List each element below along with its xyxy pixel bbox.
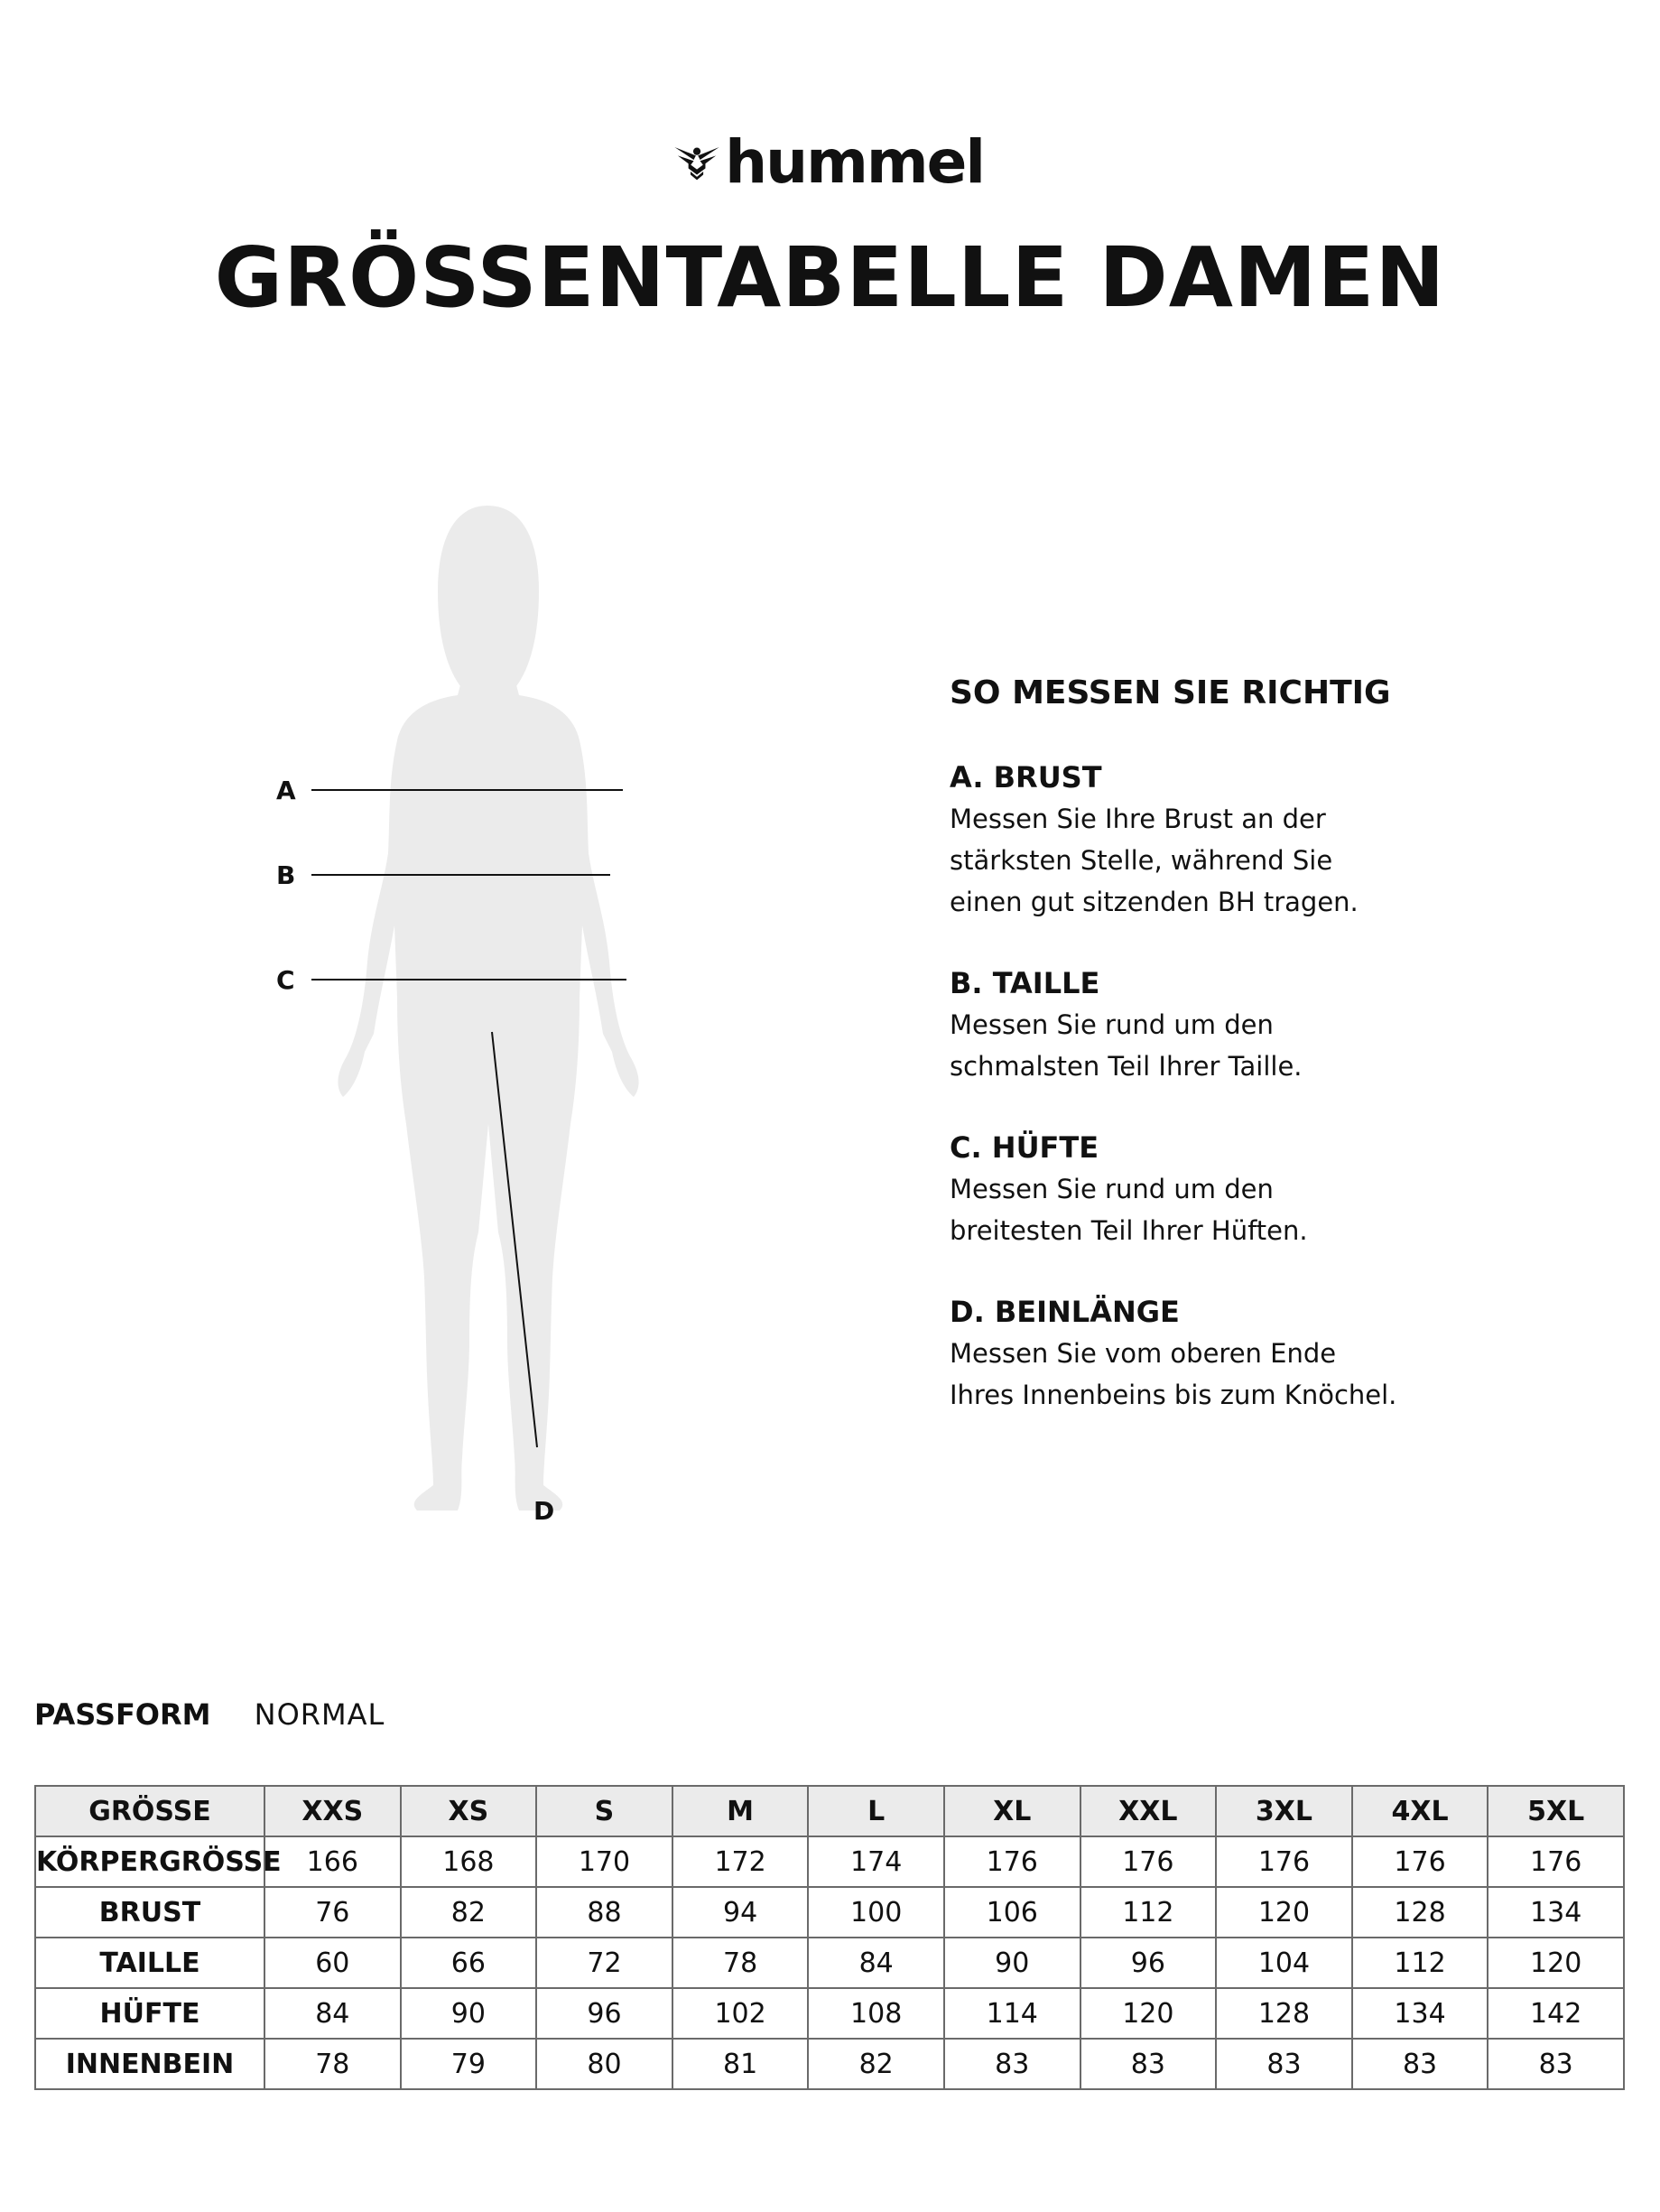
table-cell: 82 xyxy=(808,2039,944,2089)
body-silhouette xyxy=(262,492,650,1594)
table-row xyxy=(35,1887,1624,1938)
table-cell: 94 xyxy=(672,1887,809,1938)
table-row xyxy=(35,1938,1624,1988)
guide-item-huefte xyxy=(950,1127,1581,1251)
table-cell: 88 xyxy=(536,1887,672,1938)
passform-label: PASSFORM xyxy=(34,1697,211,1732)
row-label: TAILLE xyxy=(35,1938,264,1988)
table-cell: 176 xyxy=(1352,1836,1488,1887)
row-label: KÖRPERGRÖSSE xyxy=(35,1836,264,1887)
table-row xyxy=(35,1988,1624,2039)
label-d: D xyxy=(533,1496,555,1526)
size-table xyxy=(34,1785,1625,2090)
table-cell: 90 xyxy=(401,1988,537,2039)
guide-item-text: Messen Sie rund um den breitesten Teil Ihrer Hüften. xyxy=(950,1174,1308,1246)
guide-item-taille xyxy=(950,962,1581,1087)
table-header-row xyxy=(35,1786,1624,1836)
table-cell: 96 xyxy=(1080,1938,1217,1988)
guide-item-beinlaenge xyxy=(950,1291,1581,1416)
guide-item-title: C. HÜFTE xyxy=(950,1130,1099,1165)
passform-value: NORMAL xyxy=(254,1697,385,1732)
table-cell: 60 xyxy=(264,1938,401,1988)
table-cell: 128 xyxy=(1352,1887,1488,1938)
column-header: L xyxy=(808,1786,944,1836)
passform xyxy=(34,1697,385,1732)
table-cell: 100 xyxy=(808,1887,944,1938)
column-header: XS xyxy=(401,1786,537,1836)
table-cell: 120 xyxy=(1080,1988,1217,2039)
table-cell: 128 xyxy=(1216,1988,1352,2039)
table-cell: 90 xyxy=(944,1938,1080,1988)
table-row xyxy=(35,1836,1624,1887)
label-b: B xyxy=(276,860,296,890)
column-header: S xyxy=(536,1786,672,1836)
guide-item-brust xyxy=(950,757,1581,923)
table-cell: 166 xyxy=(264,1836,401,1887)
guide-item-text: Messen Sie Ihre Brust an der stärksten Stelle, während Sie einen gut sitzenden BH tragen. xyxy=(950,804,1359,917)
column-header: 5XL xyxy=(1488,1786,1624,1836)
table-cell: 176 xyxy=(1216,1836,1352,1887)
table-cell: 104 xyxy=(1216,1938,1352,1988)
table-cell: 176 xyxy=(1080,1836,1217,1887)
table-cell: 83 xyxy=(944,2039,1080,2089)
table-cell: 176 xyxy=(1488,1836,1624,1887)
brand-logo xyxy=(672,127,984,197)
table-cell: 170 xyxy=(536,1836,672,1887)
table-cell: 83 xyxy=(1488,2039,1624,2089)
guide-item-title: B. TAILLE xyxy=(950,966,1100,1000)
column-header: XXL xyxy=(1080,1786,1217,1836)
table-cell: 96 xyxy=(536,1988,672,2039)
table-cell: 80 xyxy=(536,2039,672,2089)
row-label: BRUST xyxy=(35,1887,264,1938)
table-cell: 172 xyxy=(672,1836,809,1887)
brand-wordmark: hummel xyxy=(725,127,984,197)
table-cell: 66 xyxy=(401,1938,537,1988)
table-row xyxy=(35,2039,1624,2089)
table-cell: 112 xyxy=(1080,1887,1217,1938)
table-cell: 78 xyxy=(264,2039,401,2089)
column-header: XXS xyxy=(264,1786,401,1836)
column-header: 3XL xyxy=(1216,1786,1352,1836)
table-cell: 78 xyxy=(672,1938,809,1988)
column-header: 4XL xyxy=(1352,1786,1488,1836)
column-header: M xyxy=(672,1786,809,1836)
row-label: INNENBEIN xyxy=(35,2039,264,2089)
table-cell: 120 xyxy=(1488,1938,1624,1988)
table-cell: 72 xyxy=(536,1938,672,1988)
table-cell: 84 xyxy=(264,1988,401,2039)
table-cell: 168 xyxy=(401,1836,537,1887)
label-c: C xyxy=(276,965,295,995)
table-cell: 134 xyxy=(1352,1988,1488,2039)
table-cell: 76 xyxy=(264,1887,401,1938)
body-figure xyxy=(262,492,650,1594)
column-header: XL xyxy=(944,1786,1080,1836)
table-cell: 83 xyxy=(1352,2039,1488,2089)
page-title: GRÖSSENTABELLE DAMEN xyxy=(214,229,1446,326)
guide-heading: SO MESSEN SIE RICHTIG xyxy=(950,674,1391,711)
table-cell: 82 xyxy=(401,1887,537,1938)
measurement-guide xyxy=(950,674,1581,1455)
table-cell: 106 xyxy=(944,1887,1080,1938)
table-cell: 112 xyxy=(1352,1938,1488,1988)
table-cell: 174 xyxy=(808,1836,944,1887)
row-label: HÜFTE xyxy=(35,1988,264,2039)
guide-item-title: D. BEINLÄNGE xyxy=(950,1295,1180,1329)
table-cell: 120 xyxy=(1216,1887,1352,1938)
table-cell: 108 xyxy=(808,1988,944,2039)
table-cell: 102 xyxy=(672,1988,809,2039)
table-cell: 83 xyxy=(1216,2039,1352,2089)
silhouette-shape xyxy=(338,506,638,1510)
table-cell: 81 xyxy=(672,2039,809,2089)
column-header: GRÖSSE xyxy=(35,1786,264,1836)
table-cell: 176 xyxy=(944,1836,1080,1887)
guide-item-title: A. BRUST xyxy=(950,760,1102,795)
table-cell: 114 xyxy=(944,1988,1080,2039)
table-cell: 134 xyxy=(1488,1887,1624,1938)
table-cell: 83 xyxy=(1080,2039,1217,2089)
guide-item-text: Messen Sie rund um den schmalsten Teil Ihrer Taille. xyxy=(950,1009,1303,1082)
bee-icon xyxy=(672,131,721,194)
label-a: A xyxy=(276,776,296,805)
table-cell: 142 xyxy=(1488,1988,1624,2039)
table-cell: 84 xyxy=(808,1938,944,1988)
guide-item-text: Messen Sie vom oberen Ende Ihres Innenbeins bis zum Knöchel. xyxy=(950,1338,1397,1410)
table-cell: 79 xyxy=(401,2039,537,2089)
